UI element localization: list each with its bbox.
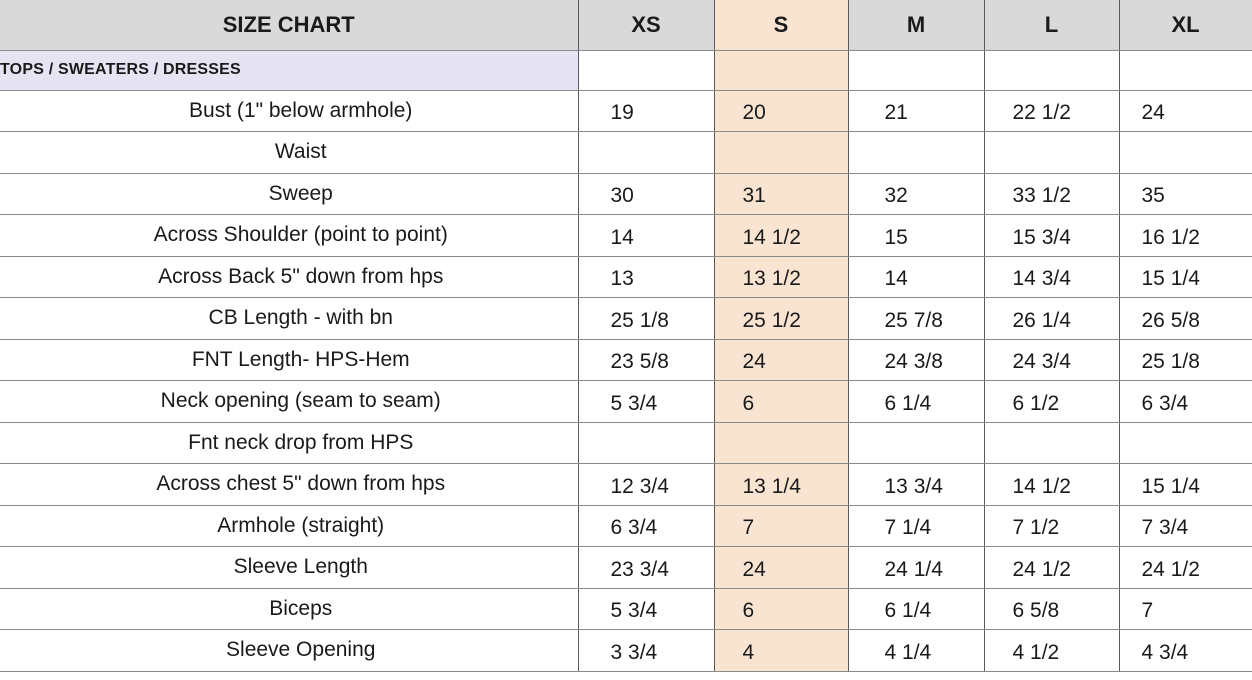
value-cell-xs: 12 3/4 <box>578 464 714 506</box>
measurement-label: CB Length - with bn <box>0 298 578 340</box>
measurement-label: Across chest 5" down from hps <box>0 464 578 506</box>
value-cell-xl: 6 3/4 <box>1119 381 1252 423</box>
value-cell-s: 6 <box>714 381 848 423</box>
table-row <box>0 381 1252 423</box>
table-row <box>0 547 1252 589</box>
value-cell-xl: 26 5/8 <box>1119 298 1252 340</box>
value-cell-l: 24 3/4 <box>984 339 1119 381</box>
table-row <box>0 339 1252 381</box>
size-header-s: S <box>714 0 848 50</box>
value-cell-s: 4 <box>714 630 848 672</box>
value-cell-xl: 4 3/4 <box>1119 630 1252 672</box>
value-cell-s: 25 1/2 <box>714 298 848 340</box>
table-row <box>0 588 1252 630</box>
value-cell-xl <box>1119 132 1252 174</box>
value-cell-m: 4 1/4 <box>848 630 984 672</box>
value-cell-xs: 3 3/4 <box>578 630 714 672</box>
table-row <box>0 630 1252 672</box>
value-cell-m: 25 7/8 <box>848 298 984 340</box>
table-row <box>0 256 1252 298</box>
value-cell-l: 24 1/2 <box>984 547 1119 589</box>
value-cell-l <box>984 422 1119 464</box>
value-cell-l <box>984 132 1119 174</box>
value-cell-xl: 15 1/4 <box>1119 256 1252 298</box>
value-cell-l: 7 1/2 <box>984 505 1119 547</box>
value-cell-xl: 7 3/4 <box>1119 505 1252 547</box>
value-cell-l: 14 3/4 <box>984 256 1119 298</box>
value-cell-m: 24 1/4 <box>848 547 984 589</box>
value-cell-xl: 25 1/8 <box>1119 339 1252 381</box>
section-row <box>0 50 1252 90</box>
table-row <box>0 464 1252 506</box>
chart-title: SIZE CHART <box>0 0 578 50</box>
table-row <box>0 215 1252 257</box>
value-cell-s: 13 1/2 <box>714 256 848 298</box>
value-cell-m: 21 <box>848 90 984 132</box>
value-cell-m: 7 1/4 <box>848 505 984 547</box>
value-cell-s: 31 <box>714 173 848 215</box>
value-cell-m: 14 <box>848 256 984 298</box>
measurement-label: Fnt neck drop from HPS <box>0 422 578 464</box>
value-cell-xs: 30 <box>578 173 714 215</box>
measurement-label: Biceps <box>0 588 578 630</box>
value-cell-xs: 5 3/4 <box>578 381 714 423</box>
value-cell-xs: 19 <box>578 90 714 132</box>
value-cell-xs: 6 3/4 <box>578 505 714 547</box>
value-cell-s: 14 1/2 <box>714 215 848 257</box>
value-cell-s: 7 <box>714 505 848 547</box>
section-cell <box>848 50 984 90</box>
value-cell-l: 26 1/4 <box>984 298 1119 340</box>
measurement-label: Bust (1" below armhole) <box>0 90 578 132</box>
value-cell-xs: 25 1/8 <box>578 298 714 340</box>
table-row <box>0 298 1252 340</box>
section-cell <box>984 50 1119 90</box>
measurement-label: Across Shoulder (point to point) <box>0 215 578 257</box>
table-row <box>0 173 1252 215</box>
size-header-m: M <box>848 0 984 50</box>
value-cell-xl: 24 1/2 <box>1119 547 1252 589</box>
value-cell-xl: 24 <box>1119 90 1252 132</box>
measurement-label: FNT Length- HPS-Hem <box>0 339 578 381</box>
section-cell <box>714 50 848 90</box>
size-header-l: L <box>984 0 1119 50</box>
measurement-label: Neck opening (seam to seam) <box>0 381 578 423</box>
value-cell-m: 13 3/4 <box>848 464 984 506</box>
value-cell-s: 24 <box>714 547 848 589</box>
value-cell-s: 13 1/4 <box>714 464 848 506</box>
value-cell-xl: 7 <box>1119 588 1252 630</box>
value-cell-m <box>848 422 984 464</box>
value-cell-xl: 35 <box>1119 173 1252 215</box>
value-cell-s: 20 <box>714 90 848 132</box>
value-cell-l: 15 3/4 <box>984 215 1119 257</box>
value-cell-s: 24 <box>714 339 848 381</box>
value-cell-xs: 23 5/8 <box>578 339 714 381</box>
table-row <box>0 505 1252 547</box>
value-cell-l: 22 1/2 <box>984 90 1119 132</box>
table-row <box>0 422 1252 464</box>
value-cell-xs: 13 <box>578 256 714 298</box>
size-header-xl: XL <box>1119 0 1252 50</box>
section-cell <box>1119 50 1252 90</box>
value-cell-m <box>848 132 984 174</box>
table-row <box>0 132 1252 174</box>
measurement-label: Across Back 5" down from hps <box>0 256 578 298</box>
value-cell-m: 15 <box>848 215 984 257</box>
header-row <box>0 0 1252 50</box>
value-cell-s: 6 <box>714 588 848 630</box>
value-cell-xl: 16 1/2 <box>1119 215 1252 257</box>
measurement-label: Sweep <box>0 173 578 215</box>
measurement-label: Sleeve Opening <box>0 630 578 672</box>
value-cell-s <box>714 422 848 464</box>
value-cell-xs: 5 3/4 <box>578 588 714 630</box>
value-cell-xs: 23 3/4 <box>578 547 714 589</box>
value-cell-m: 32 <box>848 173 984 215</box>
measurement-label: Sleeve Length <box>0 547 578 589</box>
value-cell-m: 24 3/8 <box>848 339 984 381</box>
value-cell-xl: 15 1/4 <box>1119 464 1252 506</box>
value-cell-xl <box>1119 422 1252 464</box>
value-cell-xs: 14 <box>578 215 714 257</box>
size-header-xs: XS <box>578 0 714 50</box>
value-cell-xs <box>578 132 714 174</box>
value-cell-s <box>714 132 848 174</box>
value-cell-m: 6 1/4 <box>848 381 984 423</box>
value-cell-l: 6 1/2 <box>984 381 1119 423</box>
value-cell-xs <box>578 422 714 464</box>
section-label: TOPS / SWEATERS / DRESSES <box>0 50 578 90</box>
measurement-label: Waist <box>0 132 578 174</box>
section-cell <box>578 50 714 90</box>
table-row <box>0 90 1252 132</box>
value-cell-l: 4 1/2 <box>984 630 1119 672</box>
measurement-label: Armhole (straight) <box>0 505 578 547</box>
value-cell-m: 6 1/4 <box>848 588 984 630</box>
value-cell-l: 33 1/2 <box>984 173 1119 215</box>
value-cell-l: 6 5/8 <box>984 588 1119 630</box>
value-cell-l: 14 1/2 <box>984 464 1119 506</box>
